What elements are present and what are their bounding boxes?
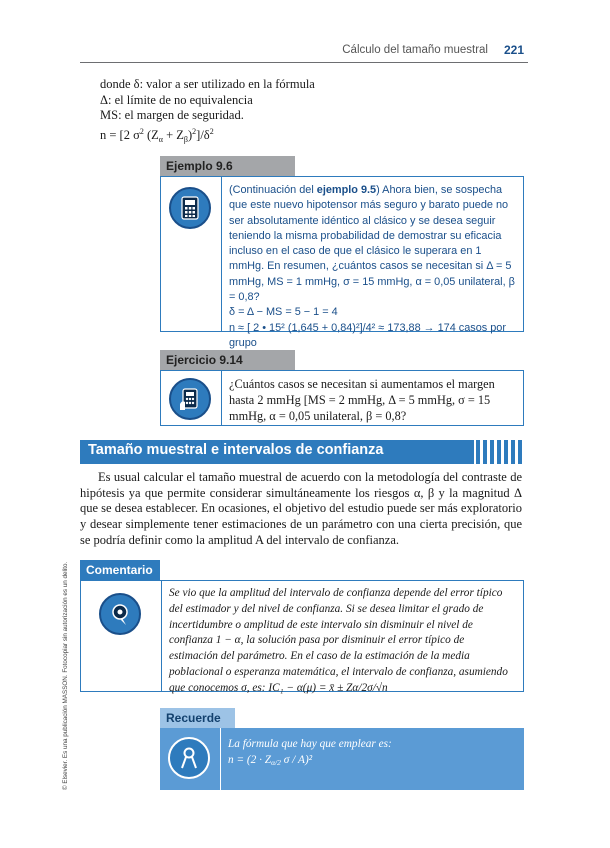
- copyright-side-note: © Elsevier. Es una publicación MASSON. Fotocopiar sin autorización es un delito.: [62, 561, 69, 790]
- definition-delta-small: donde δ: valor a ser utilizado en la fórmula: [100, 77, 315, 91]
- example-paragraph: (Continuación del ejemplo 9.5) Ahora bien, se sospecha que este nuevo hipotensor más seguro y barato puede no ser absolutamente idéntico al clásico y se desea seguir teniendo la misma probabilidad de demostrar su eficacia incluso en el caso de que el clásico le superara en 1 mmHg. En resumen, ¿cuántos casos se necesitan si Δ = 5 mmHg, MS = 1 mmHg, σ = 15 mmHg, α = 0,05 unilateral, β = 0,8?: [229, 184, 515, 304]
- example-icon-column: [161, 177, 222, 331]
- formula-n: n = [2 $\sigma^2$ $(Z_\alpha + Z_\beta)^2]/\delta^2$: [100, 126, 214, 144]
- running-header: [80, 42, 528, 63]
- example-reference-link[interactable]: ejemplo 9.5: [316, 184, 377, 196]
- confidence-interval-formula: IC₁ − α(μ) = x̄ ± Zα/2σ/√n: [268, 681, 388, 694]
- section-stripes: [474, 440, 524, 464]
- section-title: Tamaño muestral e intervalos de confianza: [88, 442, 384, 458]
- exercise-text: ¿Cuántos casos se necesitan si aumentamos el margen hasta 2 mmHg [MS = 2 mmHg, Δ = 5 mmHg, σ = 15 mmHg, α = 0,05 unilateral, β = 0,8?: [229, 377, 495, 424]
- calculator-hand-icon-graphic: [177, 386, 203, 412]
- stripe: [511, 440, 515, 464]
- calculator-icon: [169, 187, 211, 229]
- running-header-title: Cálculo del tamaño muestral: [342, 44, 488, 56]
- stripe: [497, 440, 501, 464]
- example-tab: Ejemplo 9.6: [160, 156, 295, 176]
- remember-box: [160, 728, 524, 790]
- calculator-hand-icon: [169, 378, 211, 420]
- remember-formula: $n = (2 \cdot Z_{\alpha/2}$ σ / A)²: [228, 754, 313, 767]
- exercise-icon-column: [161, 371, 222, 425]
- stripe: [504, 440, 508, 464]
- example-box: [160, 176, 524, 349]
- stripe: [483, 440, 487, 464]
- example-text: [229, 183, 515, 351]
- page-number: 221: [503, 43, 524, 57]
- comment-tab: Comentario: [80, 560, 160, 580]
- stripe: [490, 440, 494, 464]
- knot-ribbon-icon: [168, 737, 210, 779]
- definition-delta: Δ: el límite de no equivalencia: [100, 92, 253, 107]
- calculator-icon-graphic: [177, 195, 203, 221]
- stripe: [476, 440, 480, 464]
- intro-definitions: [100, 77, 520, 147]
- speech-bubble-icon-graphic: [107, 601, 133, 627]
- example-delta-line: δ = Δ − MS = 5 − 1 = 4: [229, 306, 338, 319]
- speech-bubble-icon: [99, 593, 141, 635]
- remember-text: La fórmula que hay que emplear es: $n = (2 \cdot Z_{\alpha/2}$ σ / A)²: [228, 736, 516, 771]
- remember-tab: Recuerde: [160, 708, 235, 728]
- remember-icon-column: [160, 728, 221, 790]
- exercise-tab: Ejercicio 9.14: [160, 350, 295, 370]
- stripe: [518, 440, 522, 464]
- exercise-box: [160, 370, 524, 426]
- definition-ms: MS: el margen de seguridad.: [100, 108, 244, 122]
- comment-box: [80, 580, 524, 692]
- knot-ribbon-icon-graphic: [176, 745, 202, 771]
- comment-icon-column: [81, 581, 162, 691]
- body-paragraph: Es usual calcular el tamaño muestral de acuerdo con la metodología del contraste de hipótesis ya que permite considerar simultáneamente los riesgos α, β y la magnitud Δ que se desea establecer. En ocasiones, el objetivo del estudio puede ser más exploratorio y desear simplemente tener estimaciones de un parámetro con una cierta precisión, que se podría definir como la amplitud A del intervalo de confianza.: [80, 470, 522, 547]
- section-heading-bar: [80, 440, 524, 464]
- comment-text: Se vio que la amplitud del intervalo de confianza depende del error típico del estimador y del nivel de confianza. Si se desea limitar el grado de incertidumbre o amplitud de este intervalo sin disminuir el nivel de confianza 1 − α, la solución pasa por disminuir el error típico de estimación del parámetro. En el caso de la estimación de la media poblacional o esperanza matemática, el intervalo de confianza, asumiendo que conocemos σ, es: IC₁ − α(μ) = x̄ ± Zα/2σ/√n: [169, 587, 508, 694]
- example-result-line: n ≈ [ 2 • 15² (1,645 + 0,84)²]/4² ≈ 173,88 → 174 casos por grupo: [229, 321, 506, 349]
